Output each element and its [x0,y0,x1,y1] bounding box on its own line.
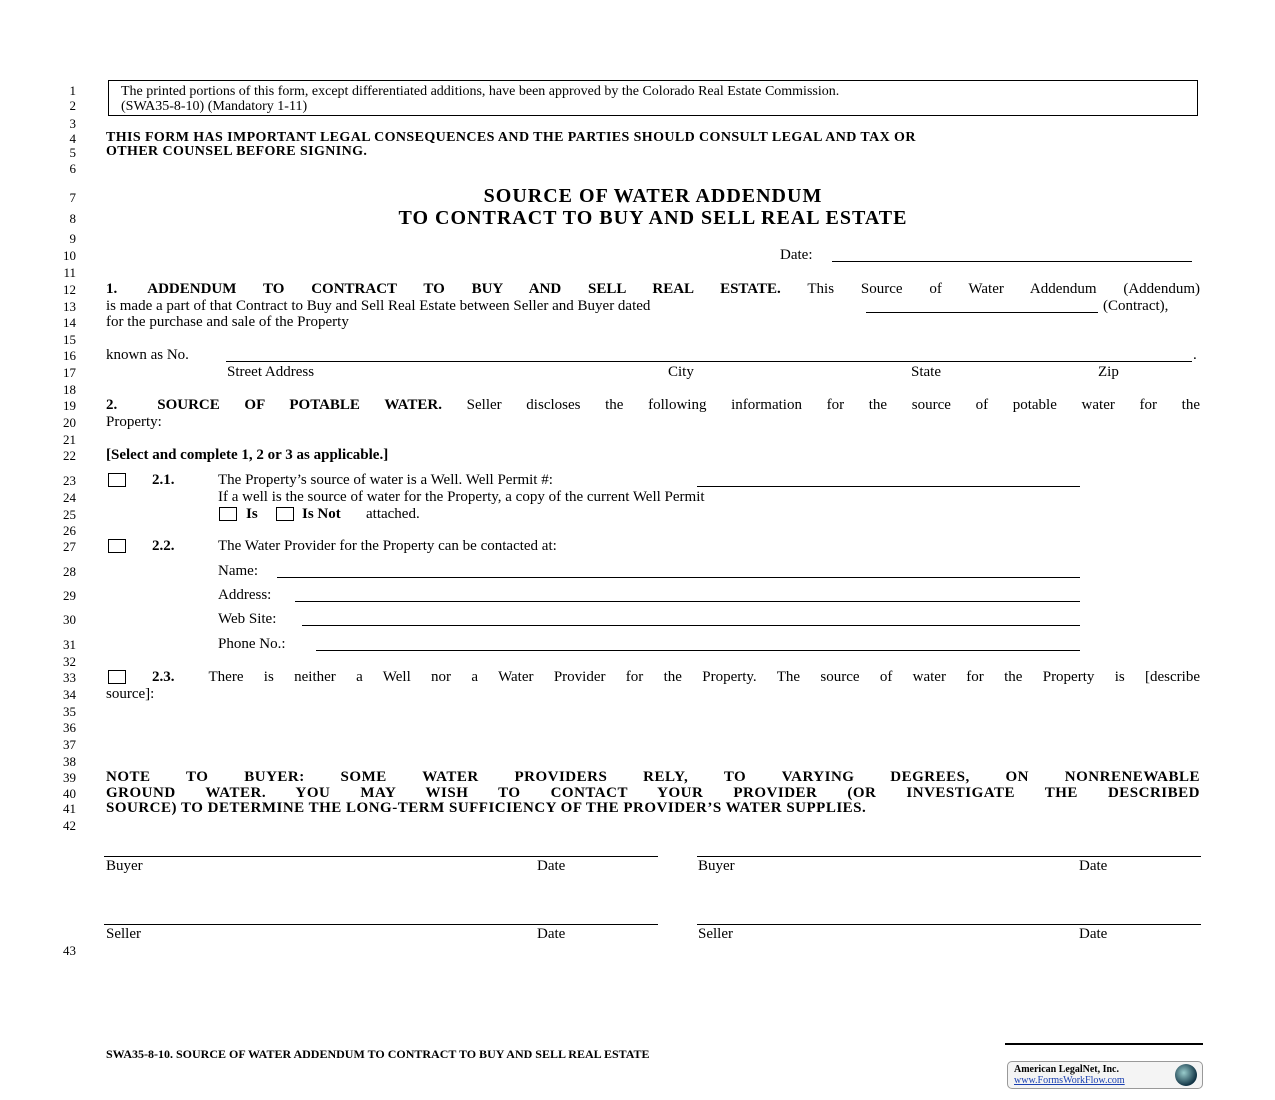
website-label: Web Site: [218,611,277,627]
option-text: source]: [106,686,155,702]
line-number: 35 [63,704,76,719]
city-label: City [668,364,694,380]
option-number: 2.2. [152,538,175,554]
line-number: 23 [63,473,76,488]
name-field[interactable] [277,577,1080,578]
section2-line: 2. SOURCE OF POTABLE WATER. Seller discloses the following information for the source of potable water for the [106,397,1201,413]
warning-line: THIS FORM HAS IMPORTANT LEGAL CONSEQUENCES AND THE PARTIES SHOULD CONSULT LEGAL AND TAX OR [106,130,916,145]
option-text: 2.3. There is neither a Well nor a Water Provider for the Property. The source of water for the Property is [describe [152,669,1200,685]
line-number: 22 [63,448,76,463]
option-2-3-checkbox[interactable] [108,670,126,684]
date-label: Date: [780,247,813,263]
footer-rule [1005,1043,1203,1045]
option-text: The Water Provider for the Property can be contacted at: [218,538,557,554]
buyer-label: Buyer [106,858,143,874]
note-line: GROUND WATER. YOU MAY WISH TO CONTACT YOUR PROVIDER (OR INVESTIGATE THE DESCRIBED [106,785,1200,801]
state-label: State [911,364,941,380]
approval-box [108,80,1198,116]
contract-date-field[interactable] [866,312,1098,313]
website-field[interactable] [302,625,1080,626]
option-number: 2.1. [152,472,175,488]
globe-icon [1175,1064,1197,1086]
date-label: Date [1079,926,1108,942]
date-label: Date [537,926,566,942]
line-number: 8 [69,211,76,226]
line-number: 24 [63,490,76,505]
line-number: 43 [63,943,76,958]
section2-line: Property: [106,414,162,430]
section1-line: 1. ADDENDUM TO CONTRACT TO BUY AND SELL REAL ESTATE. This Source of Water Addendum (Addendum) [106,281,1201,297]
footer-text: SWA35-8-10. SOURCE OF WATER ADDENDUM TO CONTRACT TO BUY AND SELL REAL ESTATE [106,1047,650,1061]
name-label: Name: [218,563,258,579]
is-not-label: Is Not [302,506,341,522]
date-label: Date [537,858,566,874]
line-number: 4 [69,131,76,146]
line-number: 1 [69,83,76,98]
address-label: Address: [218,587,272,603]
line-number: 6 [69,161,76,176]
line-number: 27 [63,539,76,554]
line-number: 28 [63,564,76,579]
american-legalnet-logo[interactable] [1007,1061,1203,1089]
line-number: 9 [69,231,76,246]
line-number: 30 [63,612,76,627]
zip-label: Zip [1098,364,1119,380]
logo-name: American LegalNet, Inc. [1014,1064,1119,1075]
line-number: 7 [69,190,76,205]
well-permit-field[interactable] [697,486,1080,487]
buyer-signature-line[interactable] [697,856,1201,857]
phone-label: Phone No.: [218,636,286,652]
attached-label: attached. [366,506,420,522]
document-page: 1 2 3 4 5 6 7 8 9 10 11 12 13 14 15 16 17 18 19 20 21 22 23 24 25 26 27 28 29 30 31 32 33 34 35 36 37 38 39 40 41 42 43 The printed portions of this form, except differentiated additions, have been approved by the Colorado Real Estate Commission. (SWA35-8-10) (Mandatory 1-11) THIS FORM HAS IMPORTANT LEGAL CONSEQUENCES AND THE PARTIES SHOULD CONSULT LEGAL AND TAX OR OTHER COUNSEL BEFORE SIGNING. SOURCE OF WATER ADDENDUM TO CONTRACT TO BUY AND SELL REAL ESTATE Date: 1. ADDENDUM TO CONTRACT TO BUY AND SELL REAL ESTATE. This Source of Water Addendum (Addendum) is made a part of that Contract to Buy and Sell Real Estate between Seller and Buyer dated (Contract), for the purchase and sale of the Property known as No. . Street Address City State Zip 2. SOURCE OF POTABLE WATER. Seller discloses the following information for the source of potable water for the Property: [Select and complete 1, 2 or 3 as applicable.] 2.1. The Property’s source of water is a Well. Well Permit #: If a well is the source of water for the Property, a copy of the current Well Permit Is Is Not attached. 2.2. The Water Provider for the Property can be contacted at: Name: Address: Web Site: Phone No.: 2.3. There is neither a Well nor a Water Provider for the Property. The source of water for the Property is [describe source]: NOTE TO BUYER: SOME WATER PROVIDERS RELY, TO VARYING DEGREES, ON NONRENEWABLE GROUND WATER. YOU MAY WISH TO CONTACT YOUR PROVIDER (OR INVESTIGATE THE DESCRIBED SOURCE) TO DETERMINE THE LONG-TERM SUFFICIENCY OF THE PROVIDER’S WATER SUPPLIES. Buyer Date Buyer Date Seller Date Seller Date SWA35-8-10. SOURCE OF WATER ADDENDUM TO CONTRACT TO BUY AND SELL REAL ESTATE American LegalNet, Inc. www.FormsWorkFlow.com [0,0,1275,1100]
date-field[interactable] [832,261,1192,262]
section1-line: for the purchase and sale of the Property [106,314,349,330]
seller-signature-line[interactable] [104,924,658,925]
warning-line: OTHER COUNSEL BEFORE SIGNING. [106,144,368,159]
form-code: (SWA35-8-10) (Mandatory 1-11) [121,99,308,114]
logo-link[interactable]: www.FormsWorkFlow.com [1014,1075,1125,1086]
line-number: 14 [63,315,76,330]
phone-field[interactable] [316,650,1080,651]
line-number: 5 [69,145,76,160]
line-number: 15 [63,332,76,347]
buyer-signature-line[interactable] [104,856,658,857]
line-number: 33 [63,670,76,685]
line-number: 16 [63,348,76,363]
section1-line: (Contract), [1103,298,1169,314]
title-line: TO CONTRACT TO BUY AND SELL REAL ESTATE [398,207,908,229]
approval-text: The printed portions of this form, except differentiated additions, have been approved by the Colorado Real Estate Commission. [121,84,840,99]
line-number: 13 [63,299,76,314]
title-line: SOURCE OF WATER ADDENDUM [483,185,823,207]
line-number: 18 [63,382,76,397]
line-number: 40 [63,786,76,801]
line-number: 41 [63,801,76,816]
option-2-1-checkbox[interactable] [108,473,126,487]
note-line: SOURCE) TO DETERMINE THE LONG-TERM SUFFICIENCY OF THE PROVIDER’S WATER SUPPLIES. [106,800,867,816]
property-address-field[interactable] [226,361,1192,362]
line-number: 3 [69,116,76,131]
line-number: 38 [63,754,76,769]
is-label: Is [246,506,258,522]
option-text: The Property’s source of water is a Well. Well Permit #: [218,472,553,488]
is-not-attached-checkbox[interactable] [276,507,294,521]
street-address-label: Street Address [227,364,315,380]
date-label: Date [1079,858,1108,874]
line-number: 37 [63,737,76,752]
line-number: 42 [63,818,76,833]
option-2-2-checkbox[interactable] [108,539,126,553]
line-number: 36 [63,720,76,735]
line-number: 2 [69,98,76,113]
line-number: 25 [63,507,76,522]
line-number: 20 [63,415,76,430]
known-as-label: known as No. [106,347,189,363]
line-number: 34 [63,687,76,702]
line-number: 39 [63,770,76,785]
line-number: 32 [63,654,76,669]
line-number: 10 [63,248,76,263]
option-text: If a well is the source of water for the Property, a copy of the current Well Permit [218,489,705,505]
address-field[interactable] [295,601,1080,602]
seller-signature-line[interactable] [697,924,1201,925]
section1-line: is made a part of that Contract to Buy and Sell Real Estate between Seller and Buyer dated [106,298,651,314]
line-number: 31 [63,637,76,652]
instruction: [Select and complete 1, 2 or 3 as applicable.] [106,447,389,463]
seller-label: Seller [698,926,733,942]
line-number: 17 [63,365,76,380]
line-number: 12 [63,282,76,297]
line-number: 19 [63,398,76,413]
note-line: NOTE TO BUYER: SOME WATER PROVIDERS RELY, TO VARYING DEGREES, ON NONRENEWABLE [106,769,1200,785]
line-number: 11 [63,265,76,280]
line-number: 29 [63,588,76,603]
is-attached-checkbox[interactable] [219,507,237,521]
line-number: 26 [63,523,76,538]
buyer-label: Buyer [698,858,735,874]
line-number: 21 [63,432,76,447]
seller-label: Seller [106,926,141,942]
